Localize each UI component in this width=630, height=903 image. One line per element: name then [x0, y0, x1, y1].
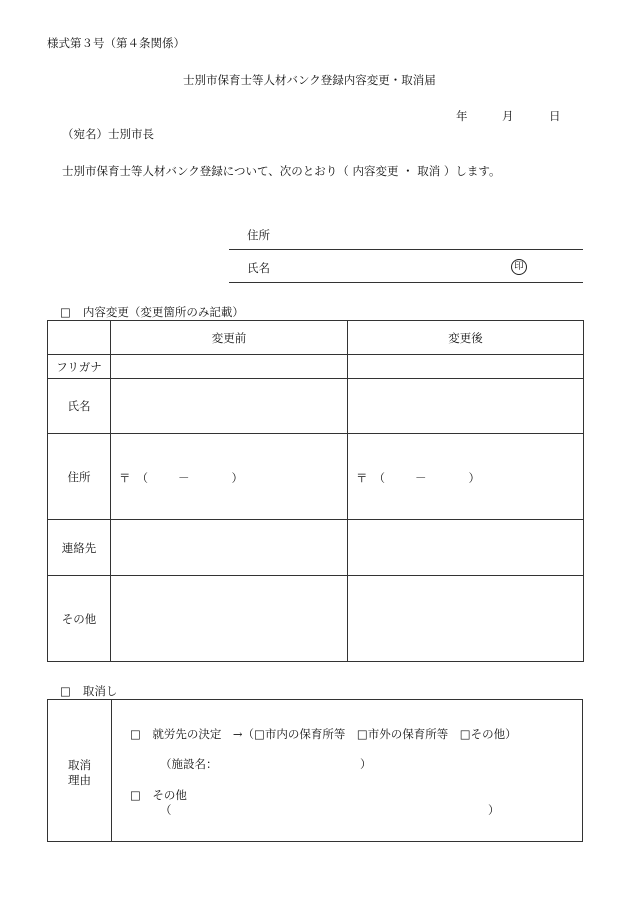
contact-before-cell[interactable] [111, 520, 348, 576]
applicant-name-label: 氏名 [247, 261, 270, 275]
statement-text: 士別市保育士等人材バンク登録について、次のとおり（ 内容変更 ・ 取消 ）します。 [62, 164, 501, 178]
option-other[interactable]: □ その他 [130, 788, 187, 802]
change-section-heading [60, 304, 244, 320]
other-reason-open: （ [160, 803, 172, 817]
col-after-header: 変更後 [348, 321, 584, 355]
date-month-label: 月 [502, 109, 514, 123]
address-before-cell[interactable] [111, 434, 348, 520]
cancel-reason-label-1: 取消 [68, 758, 91, 772]
date-year-label: 年 [456, 109, 468, 123]
furigana-label: フリガナ [48, 355, 111, 379]
postal-code-before [111, 468, 347, 486]
furigana-after-cell[interactable] [348, 355, 584, 379]
form-number: 様式第３号（第４条関係） [47, 36, 185, 50]
facility-name-label: （施設名： [160, 757, 218, 771]
cancel-box [47, 699, 583, 842]
col-before-header: 変更前 [111, 321, 348, 355]
facility-name-close: ） [360, 757, 372, 771]
contact-label: 連絡先 [48, 520, 111, 576]
furigana-before-cell[interactable] [111, 355, 348, 379]
other-before-cell[interactable] [111, 576, 348, 662]
postal-close: ） [231, 470, 243, 485]
applicant-address-label: 住所 [247, 228, 270, 242]
page-title: 士別市保育士等人材バンク登録内容変更・取消届 [183, 73, 436, 87]
cancel-section-heading [60, 683, 117, 699]
postal-code-after [348, 468, 583, 486]
other-reason-close: ） [488, 803, 500, 817]
postal-close: ） [468, 470, 480, 485]
name-label: 氏名 [48, 379, 111, 434]
change-checkbox[interactable]: □ [60, 305, 71, 319]
cancel-reason-label-cell [48, 700, 112, 841]
postal-mark-icon: 〒 [356, 470, 368, 485]
cancel-checkbox[interactable]: □ [60, 684, 71, 698]
postal-mark-icon: 〒 [119, 470, 131, 485]
name-underline[interactable] [229, 282, 583, 283]
date-day-label: 日 [549, 109, 561, 123]
cancel-reason-label-2: 理由 [68, 773, 91, 787]
option-employment-decided[interactable]: □ 就労先の決定 →（□市内の保育所等 □市外の保育所等 □その他） [130, 727, 517, 741]
postal-open: （ [373, 470, 385, 485]
addressee: （宛名）士別市長 [62, 127, 154, 141]
other-label: その他 [48, 576, 111, 662]
change-section-label: 内容変更（変更箇所のみ記載） [82, 305, 244, 319]
postal-dash: － [178, 470, 190, 485]
other-after-cell[interactable] [348, 576, 584, 662]
corner-cell [48, 321, 111, 355]
name-before-cell[interactable] [111, 379, 348, 434]
postal-open: （ [136, 470, 148, 485]
name-after-cell[interactable] [348, 379, 584, 434]
address-underline[interactable] [229, 249, 583, 250]
address-after-cell[interactable] [348, 434, 584, 520]
change-table [47, 320, 584, 662]
contact-after-cell[interactable] [348, 520, 584, 576]
cancel-section-label: 取消し [82, 684, 118, 698]
seal-icon: 印 [511, 259, 527, 275]
address-label: 住所 [48, 434, 111, 520]
postal-dash: － [415, 470, 427, 485]
